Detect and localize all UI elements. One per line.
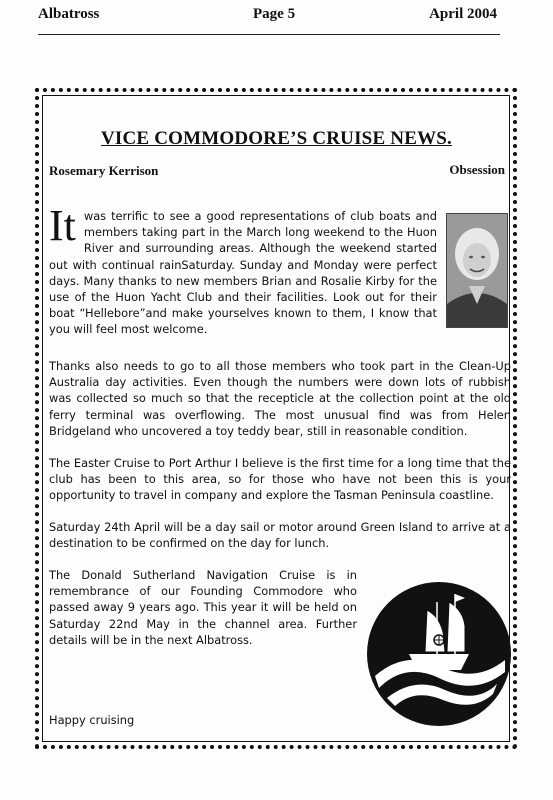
drop-cap: It (49, 201, 76, 250)
paragraph-3: The Easter Cruise to Port Arthur I believe is the first time for a long time that the club has been to this area, so for those who have not been this is your opportunity to travel in company and explore the Tasman Peninsula coastline. (49, 456, 511, 503)
paragraph-1 (49, 201, 437, 338)
author-boat-name: Obsession (449, 162, 505, 177)
paragraph-2: Thanks also needs to go to all those members who took part in the Clean-Up Australia day activities. Even though the numbers were down lots of rubbish was collected so much so that the recepticle at the collection point at the old ferry terminal was overflowing. The most unusual find was from Helen Bridgeland who uncovered a toy teddy bear, still in reasonable condition. (49, 359, 511, 438)
page-header (38, 6, 501, 30)
sailing-ship-logo (365, 580, 513, 728)
paragraph-4: Saturday 24th April will be a day sail or motor around Green Island to arrive at a destination to be confirmed on the day for lunch. (49, 520, 511, 551)
paragraph-5: The Donald Sutherland Navigation Cruise is in remembrance of our Founding Commodore who passed away 9 years ago. This year it will be held on Saturday 22nd May in the channel area. Further details will be in the next Albatross. (49, 568, 357, 647)
portrait-image (447, 214, 507, 327)
page-number: Page 5 (253, 6, 296, 22)
issue-date: April 2004 (429, 6, 497, 22)
article-author: Rosemary Kerrison (49, 163, 159, 178)
author-portrait-photo (446, 213, 508, 328)
sign-off: Happy cruising (49, 713, 135, 727)
article-title: VICE COMMODORE’S CRUISE NEWS. (100, 128, 452, 149)
paragraph-1-text: was terrific to see a good representations of club boats and members taking part in the March long weekend to the Huon River and surrounding areas. Although the weekend started out with continual rainSaturday. Sunday and Monday were perfect days. Many thanks to new members Brian and Rosalie Kirby for the use of the Huon Yacht Club and their facilities. Look out for their boat “Hellebore”and make yourselves known to them, I know that you will feel most welcome. (49, 209, 437, 337)
header-rule (38, 34, 500, 35)
publication-name: Albatross (38, 6, 100, 22)
